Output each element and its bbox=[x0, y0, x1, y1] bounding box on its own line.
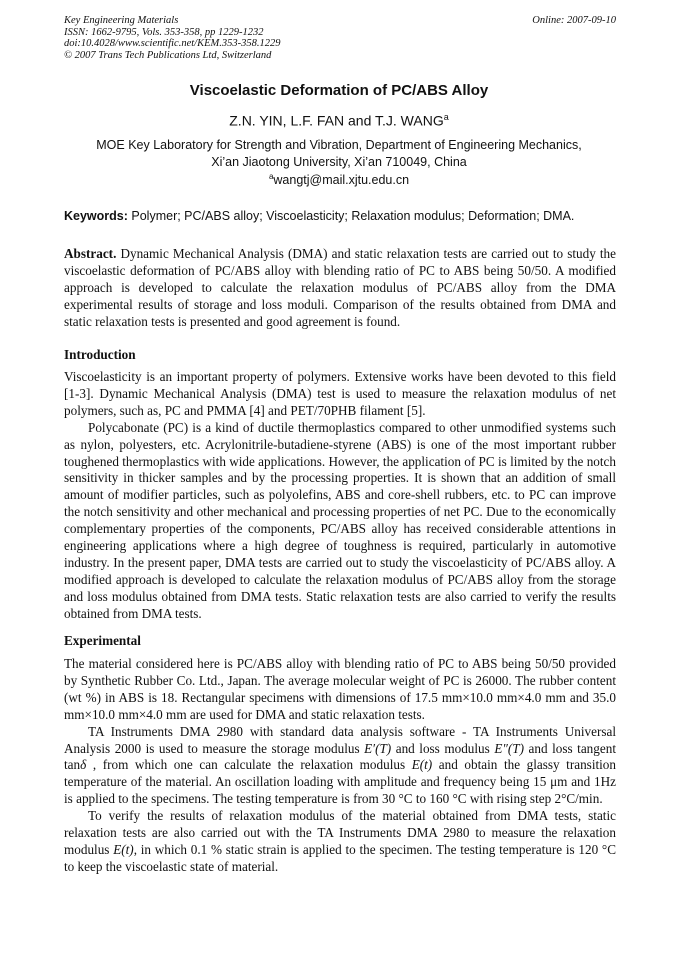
author-names: Z.N. YIN, L.F. FAN and T.J. WANG bbox=[229, 112, 444, 129]
email-superscript: a bbox=[268, 172, 274, 181]
keywords-label: Keywords: bbox=[64, 209, 128, 223]
exp-p2-text-d: , from which one can calculate the relaxation modulus bbox=[86, 757, 412, 773]
journal-header bbox=[64, 15, 616, 61]
exp-p2-text-e: and obtain the glassy transition temperature of the material. An oscillation loading with amplitude and frequency being 15 μm and 1Hz is applied to the specimens. The testing temperature is from 30 °C to 160 °C with rising step 2°C/min. bbox=[64, 757, 616, 807]
exp-paragraph-1: The material considered here is PC/ABS alloy with blending ratio of PC to ABS being 50/50 provided by Synthetic Rubber Co. Ltd., Japan. The average molecular weight of PC is 26000. The rubber content (wt %) in ABS is 18. Rectangular specimens with dimensions of 17.5 mm×10.0 mm×4.0 mm and 35.0 mm×10.0 mm×4.0 mm are used for DMA and static relaxation tests. bbox=[64, 656, 616, 722]
affiliation-line-2: Xi’an Jiaotong University, Xi’an 710049, China bbox=[211, 154, 467, 169]
keywords-text: Polymer; PC/ABS alloy; Viscoelasticity; Relaxation modulus; Deformation; DMA. bbox=[131, 209, 575, 223]
exp-paragraph-2 bbox=[64, 724, 616, 809]
exp-p2-text-b: and loss modulus bbox=[391, 740, 495, 756]
loss-modulus-symbol: E″(T) bbox=[494, 740, 524, 756]
exp-p3-text-b: , in which 0.1 % static strain is applied to the specimen. The testing temperature is 120 °C to keep the viscoelastic state of material. bbox=[64, 841, 616, 874]
abstract-text: Dynamic Mechanical Analysis (DMA) and static relaxation tests are carried out to study the viscoelastic deformation of PC/ABS alloy with blending ratio of PC to ABS being 50/50. A modified approach is developed to calculate the relaxation modulus of PC/ABS alloy from the DMA experimental results of storage and loss moduli. Comparison of the results obtained from DMA and static relaxation tests is presented and good agreement is found. bbox=[64, 246, 616, 329]
email-address: wangtj@mail.xjtu.edu.cn bbox=[273, 173, 410, 188]
author-superscript: a bbox=[443, 112, 449, 122]
journal-name: Key Engineering Materials bbox=[64, 15, 179, 26]
abstract-label: Abstract. bbox=[64, 246, 117, 261]
copyright-line: © 2007 Trans Tech Publications Ltd, Switzerland bbox=[64, 49, 272, 61]
paper-title: Viscoelastic Deformation of PC/ABS Alloy bbox=[189, 82, 489, 99]
intro-paragraph-2: Polycabonate (PC) is a kind of ductile thermoplastics compared to other unmodified systems such as nylon, polyesters, etc. Acrylonitrile-butadiene-styrene (ABS) is one of the most important rubber toughened thermoplastics with wide applications. However, the application of PC is limited by the notch sensitivity in thicker samples and by the processing properties. It is shown that an addition of small amount of modifier particles, such as polyolefins, ABS and core-shell rubbers, etc. to PC can improve the notch sensitivity and other mechanical and processing properties of net PC. Due to the economically complementary properties of the components, PC/ABS alloy has received considerable attentions in engineering applications where a high degree of toughness is required, particularly in automotive industry. In the present paper, DMA tests are carried out to study the viscoelasticity of PC/ABS alloy. A modified approach is developed to calculate the relaxation modulus of PC/ABS alloy from the storage and loss modulus obtained from DMA tests. Static relaxation tests are also carried to verify the results obtained from DMA tests. bbox=[64, 419, 616, 621]
storage-modulus-symbol: E′(T) bbox=[364, 740, 392, 756]
exp-p3-text-a: To verify the results of relaxation modulus of the material obtained from DMA tests, static relaxation tests are also carried out with the TA Instruments DMA 2980 to measure the relaxation modulus bbox=[64, 808, 616, 857]
keywords-line bbox=[64, 209, 624, 223]
experimental-section bbox=[64, 656, 616, 876]
affiliation-line-1: MOE Key Laboratory for Strength and Vibration, Department of Engineering Mechanics, bbox=[96, 138, 582, 152]
abstract bbox=[64, 246, 616, 331]
experimental-heading: Experimental bbox=[64, 633, 141, 648]
author-email bbox=[0, 172, 678, 187]
online-date: Online: 2007-09-10 bbox=[532, 15, 616, 26]
doi-line: doi:10.4028/www.scientific.net/KEM.353-358.1229 bbox=[64, 38, 281, 50]
introduction-heading: Introduction bbox=[64, 347, 136, 362]
affiliation bbox=[0, 137, 678, 170]
exp-p2-text-c: and loss tangent tan bbox=[64, 740, 616, 773]
intro-paragraph-1: Viscoelasticity is an important property of polymers. Extensive works have been devoted to this field [1-3]. Dynamic Mechanical Analysis (DMA) test is used to measure the relaxation modulus of net polymers, such as, PC and PMMA [4] and PET/70PHB filament [5]. bbox=[64, 369, 616, 418]
introduction-section bbox=[64, 369, 616, 623]
exp-paragraph-3 bbox=[64, 808, 616, 876]
relaxation-modulus-symbol-2: E(t) bbox=[113, 841, 134, 857]
author-list bbox=[0, 112, 678, 129]
exp-p2-text-a: TA Instruments DMA 2980 with standard data analysis software - TA Instruments Universal Analysis 2000 is used to measure the storage modulus bbox=[64, 723, 616, 756]
delta-symbol: δ bbox=[80, 757, 87, 773]
issn-line: ISSN: 1662-9795, Vols. 353-358, pp 1229-1232 bbox=[64, 26, 264, 38]
relaxation-modulus-symbol: E(t) bbox=[411, 757, 433, 773]
